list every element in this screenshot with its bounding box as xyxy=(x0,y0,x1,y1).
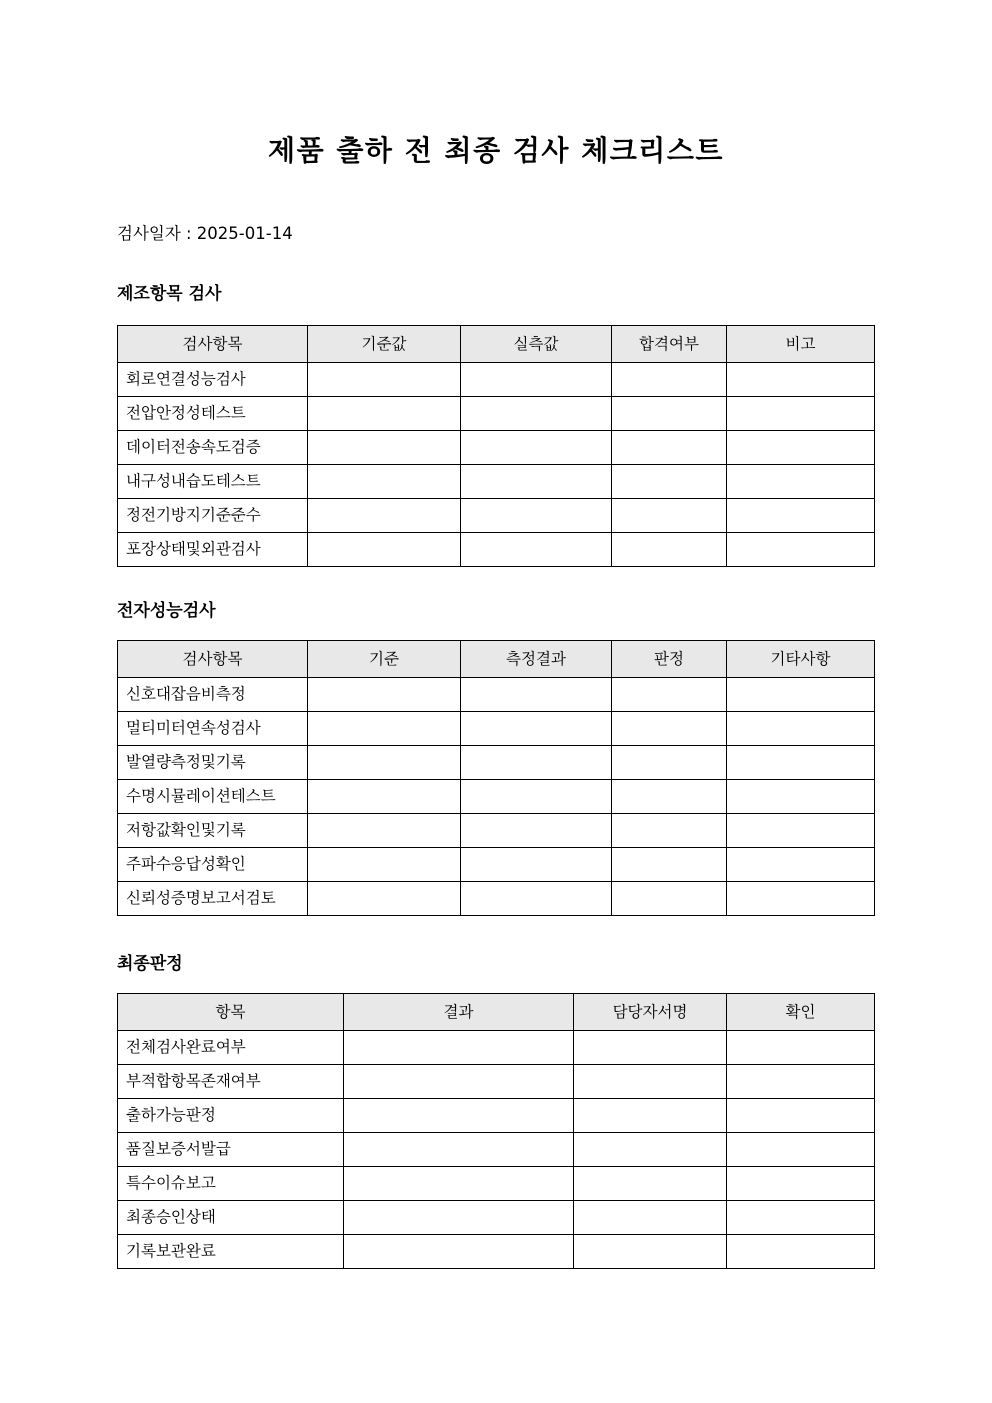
cell-other-notes[interactable] xyxy=(727,814,875,848)
cell-measurement-result[interactable] xyxy=(461,814,612,848)
cell-measured-value[interactable] xyxy=(461,533,612,567)
manufacturing-inspection-table xyxy=(117,325,875,567)
cell-result[interactable] xyxy=(344,1031,574,1065)
table-row xyxy=(118,431,875,465)
row-label: 신뢰성증명보고서검토 xyxy=(118,882,308,916)
cell-other-notes[interactable] xyxy=(727,848,875,882)
cell-standard[interactable] xyxy=(308,882,461,916)
cell-remarks[interactable] xyxy=(727,533,875,567)
cell-standard[interactable] xyxy=(308,712,461,746)
cell-signature[interactable] xyxy=(574,1133,727,1167)
cell-other-notes[interactable] xyxy=(727,712,875,746)
cell-measured-value[interactable] xyxy=(461,499,612,533)
column-header-signature: 담당자서명 xyxy=(574,994,727,1031)
row-label: 전압안정성테스트 xyxy=(118,397,308,431)
row-label: 출하가능판정 xyxy=(118,1099,344,1133)
cell-measured-value[interactable] xyxy=(461,397,612,431)
cell-standard-value[interactable] xyxy=(308,363,461,397)
cell-measurement-result[interactable] xyxy=(461,712,612,746)
table-row xyxy=(118,746,875,780)
table-row xyxy=(118,533,875,567)
inspection-date-line: 검사일자 : 2025-01-14 xyxy=(117,224,293,243)
column-header-measurement-result: 측정결과 xyxy=(461,641,612,678)
cell-pass-fail[interactable] xyxy=(612,533,727,567)
cell-standard-value[interactable] xyxy=(308,465,461,499)
section-heading-electronic-performance: 전자성능검사 xyxy=(117,601,216,621)
column-header-item: 검사항목 xyxy=(118,641,308,678)
cell-remarks[interactable] xyxy=(727,397,875,431)
cell-standard[interactable] xyxy=(308,848,461,882)
column-header-pass-fail: 합격여부 xyxy=(612,326,727,363)
table-header-row xyxy=(118,326,875,363)
table-row xyxy=(118,397,875,431)
table-row xyxy=(118,1031,875,1065)
column-header-result: 결과 xyxy=(344,994,574,1031)
cell-measurement-result[interactable] xyxy=(461,848,612,882)
cell-judgement[interactable] xyxy=(612,712,727,746)
row-label: 특수이슈보고 xyxy=(118,1167,344,1201)
cell-confirmation[interactable] xyxy=(727,1167,875,1201)
cell-other-notes[interactable] xyxy=(727,746,875,780)
table-row xyxy=(118,499,875,533)
cell-result[interactable] xyxy=(344,1235,574,1269)
cell-other-notes[interactable] xyxy=(727,882,875,916)
cell-measurement-result[interactable] xyxy=(461,746,612,780)
row-label: 발열량측정및기록 xyxy=(118,746,308,780)
row-label: 내구성내습도테스트 xyxy=(118,465,308,499)
table-row xyxy=(118,1167,875,1201)
table-row xyxy=(118,1065,875,1099)
cell-pass-fail[interactable] xyxy=(612,363,727,397)
table-header-row xyxy=(118,641,875,678)
table-row xyxy=(118,678,875,712)
row-label: 수명시뮬레이션테스트 xyxy=(118,780,308,814)
column-header-remarks: 비고 xyxy=(727,326,875,363)
table-row xyxy=(118,465,875,499)
cell-standard-value[interactable] xyxy=(308,533,461,567)
cell-result[interactable] xyxy=(344,1065,574,1099)
table-row xyxy=(118,1099,875,1133)
cell-judgement[interactable] xyxy=(612,678,727,712)
cell-confirmation[interactable] xyxy=(727,1099,875,1133)
cell-remarks[interactable] xyxy=(727,499,875,533)
cell-pass-fail[interactable] xyxy=(612,465,727,499)
row-label: 회로연결성능검사 xyxy=(118,363,308,397)
table-row xyxy=(118,1235,875,1269)
cell-signature[interactable] xyxy=(574,1201,727,1235)
row-label: 품질보증서발급 xyxy=(118,1133,344,1167)
table-row xyxy=(118,848,875,882)
cell-standard[interactable] xyxy=(308,780,461,814)
row-label: 신호대잡음비측정 xyxy=(118,678,308,712)
table-row xyxy=(118,1133,875,1167)
cell-result[interactable] xyxy=(344,1099,574,1133)
row-label: 데이터전송속도검증 xyxy=(118,431,308,465)
section-heading-manufacturing: 제조항목 검사 xyxy=(117,284,222,304)
cell-standard[interactable] xyxy=(308,814,461,848)
cell-confirmation[interactable] xyxy=(727,1201,875,1235)
cell-remarks[interactable] xyxy=(727,431,875,465)
column-header-measured-value: 실측값 xyxy=(461,326,612,363)
cell-standard-value[interactable] xyxy=(308,431,461,465)
column-header-other-notes: 기타사항 xyxy=(727,641,875,678)
cell-confirmation[interactable] xyxy=(727,1235,875,1269)
cell-remarks[interactable] xyxy=(727,465,875,499)
cell-judgement[interactable] xyxy=(612,746,727,780)
row-label: 포장상태및외관검사 xyxy=(118,533,308,567)
cell-signature[interactable] xyxy=(574,1167,727,1201)
row-label: 기록보관완료 xyxy=(118,1235,344,1269)
table-header-row xyxy=(118,994,875,1031)
cell-other-notes[interactable] xyxy=(727,780,875,814)
cell-standard-value[interactable] xyxy=(308,499,461,533)
row-label: 멀티미터연속성검사 xyxy=(118,712,308,746)
electronic-performance-table xyxy=(117,640,875,916)
column-header-judgement: 판정 xyxy=(612,641,727,678)
row-label: 전체검사완료여부 xyxy=(118,1031,344,1065)
row-label: 정전기방지기준준수 xyxy=(118,499,308,533)
cell-measured-value[interactable] xyxy=(461,363,612,397)
cell-standard-value[interactable] xyxy=(308,397,461,431)
cell-confirmation[interactable] xyxy=(727,1065,875,1099)
cell-measured-value[interactable] xyxy=(461,431,612,465)
cell-confirmation[interactable] xyxy=(727,1133,875,1167)
table-row xyxy=(118,1201,875,1235)
table-row xyxy=(118,780,875,814)
cell-judgement[interactable] xyxy=(612,814,727,848)
cell-pass-fail[interactable] xyxy=(612,431,727,465)
cell-measurement-result[interactable] xyxy=(461,678,612,712)
cell-signature[interactable] xyxy=(574,1235,727,1269)
final-judgement-table xyxy=(117,993,875,1269)
cell-remarks[interactable] xyxy=(727,363,875,397)
cell-pass-fail[interactable] xyxy=(612,499,727,533)
table-row xyxy=(118,814,875,848)
cell-confirmation[interactable] xyxy=(727,1031,875,1065)
table-row xyxy=(118,882,875,916)
row-label: 주파수응답성확인 xyxy=(118,848,308,882)
table-row xyxy=(118,712,875,746)
row-label: 최종승인상태 xyxy=(118,1201,344,1235)
cell-measured-value[interactable] xyxy=(461,465,612,499)
cell-measurement-result[interactable] xyxy=(461,882,612,916)
cell-judgement[interactable] xyxy=(612,780,727,814)
column-header-confirmation: 확인 xyxy=(727,994,875,1031)
row-label: 부적합항목존재여부 xyxy=(118,1065,344,1099)
cell-standard[interactable] xyxy=(308,746,461,780)
column-header-item: 항목 xyxy=(118,994,344,1031)
cell-signature[interactable] xyxy=(574,1031,727,1065)
section-heading-final-judgement: 최종판정 xyxy=(117,954,183,974)
table-row xyxy=(118,363,875,397)
cell-pass-fail[interactable] xyxy=(612,397,727,431)
column-header-standard: 기준 xyxy=(308,641,461,678)
cell-signature[interactable] xyxy=(574,1065,727,1099)
cell-signature[interactable] xyxy=(574,1099,727,1133)
cell-result[interactable] xyxy=(344,1133,574,1167)
cell-other-notes[interactable] xyxy=(727,678,875,712)
cell-standard[interactable] xyxy=(308,678,461,712)
cell-result[interactable] xyxy=(344,1167,574,1201)
column-header-standard-value: 기준값 xyxy=(308,326,461,363)
cell-judgement[interactable] xyxy=(612,848,727,882)
cell-result[interactable] xyxy=(344,1201,574,1235)
column-header-item: 검사항목 xyxy=(118,326,308,363)
cell-judgement[interactable] xyxy=(612,882,727,916)
page-title: 제품 출하 전 최종 검사 체크리스트 xyxy=(268,134,724,167)
cell-measurement-result[interactable] xyxy=(461,780,612,814)
row-label: 저항값확인및기록 xyxy=(118,814,308,848)
